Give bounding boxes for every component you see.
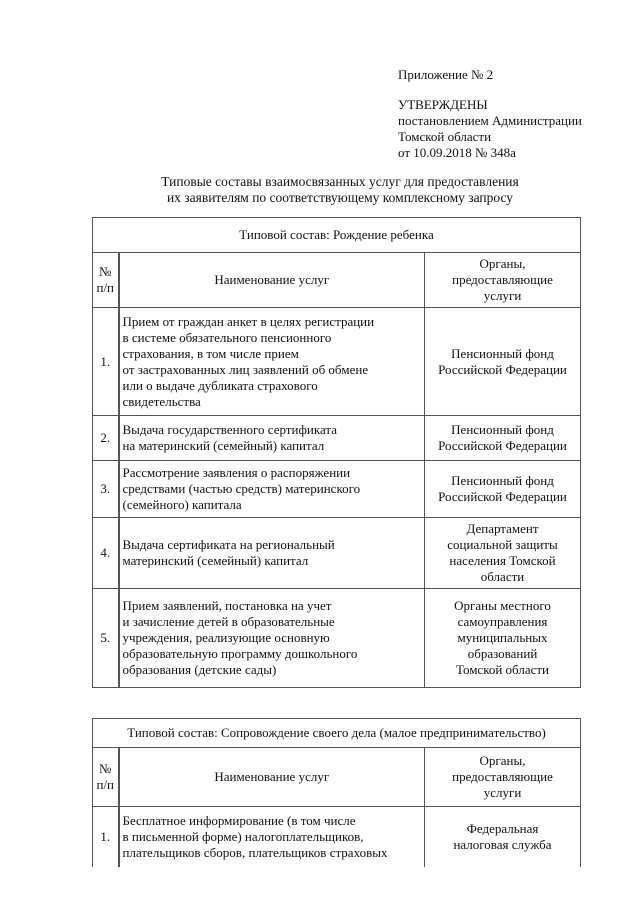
row-num: 1. (93, 807, 119, 867)
column-header-org: Органы, предоставляющие услуги (425, 748, 581, 807)
table-row (93, 589, 581, 688)
table-title: Типовой состав: Рождение ребенка (93, 218, 581, 253)
row-num: 1. (93, 308, 119, 416)
row-num: 2. (93, 416, 119, 461)
service-provider: Пенсионный фонд Российской Федерации (425, 416, 581, 461)
approved-date: от 10.09.2018 № 348а (398, 145, 516, 160)
approved-by-line-1: постановлением Администрации (398, 113, 582, 128)
service-name: Выдача сертификата на региональный материнский (семейный) капитал (119, 518, 425, 589)
services-table-small-business (92, 718, 581, 867)
row-num: 5. (93, 589, 119, 688)
column-header-num: № п/п (93, 253, 119, 308)
service-name: Бесплатное информирование (в том числе в письменной форме) налогоплательщиков, плательщиков сборов, плательщиков страховых (119, 807, 425, 867)
table-row (93, 807, 581, 867)
row-num: 4. (93, 518, 119, 589)
service-name: Рассмотрение заявления о распоряжении средствами (частью средств) материнского (семейного) капитала (119, 461, 425, 518)
table-row (93, 518, 581, 589)
service-provider: Пенсионный фонд Российской Федерации (425, 461, 581, 518)
document-title: Типовые составы взаимосвязанных услуг для предоставления их заявителям по соответствующему комплексному запросу (161, 174, 519, 205)
table-title: Типовой состав: Сопровождение своего дела (малое предпринимательство) (93, 719, 581, 748)
column-header-org: Органы, предоставляющие услуги (425, 253, 581, 308)
service-provider: Федеральная налоговая служба (425, 807, 581, 867)
approval-block (398, 97, 582, 161)
service-name: Прием заявлений, постановка на учет и зачисление детей в образовательные учреждения, реализующие основную образовательную программу дошкольного образования (детские сады) (119, 589, 425, 688)
approved-heading: УТВЕРЖДЕНЫ (398, 97, 488, 112)
column-header-num: № п/п (93, 748, 119, 807)
service-name: Прием от граждан анкет в целях регистрации в системе обязательного пенсионного страхования, в том числе прием от застрахованных лиц заявлений об обмене или о выдаче дубликата страхового свидетельства (119, 308, 425, 416)
appendix-label: Приложение № 2 (398, 67, 494, 82)
column-header-name: Наименование услуг (119, 253, 425, 308)
service-provider: Департамент социальной защиты населения Томской области (425, 518, 581, 589)
table-row (93, 461, 581, 518)
column-header-name: Наименование услуг (119, 748, 425, 807)
service-provider: Пенсионный фонд Российской Федерации (425, 308, 581, 416)
approved-by-line-2: Томской области (398, 129, 492, 144)
table-row (93, 416, 581, 461)
services-table-birth (92, 217, 581, 688)
row-num: 3. (93, 461, 119, 518)
service-provider: Органы местного самоуправления муниципальных образований Томской области (425, 589, 581, 688)
service-name: Выдача государственного сертификата на материнский (семейный) капитал (119, 416, 425, 461)
table-row (93, 308, 581, 416)
